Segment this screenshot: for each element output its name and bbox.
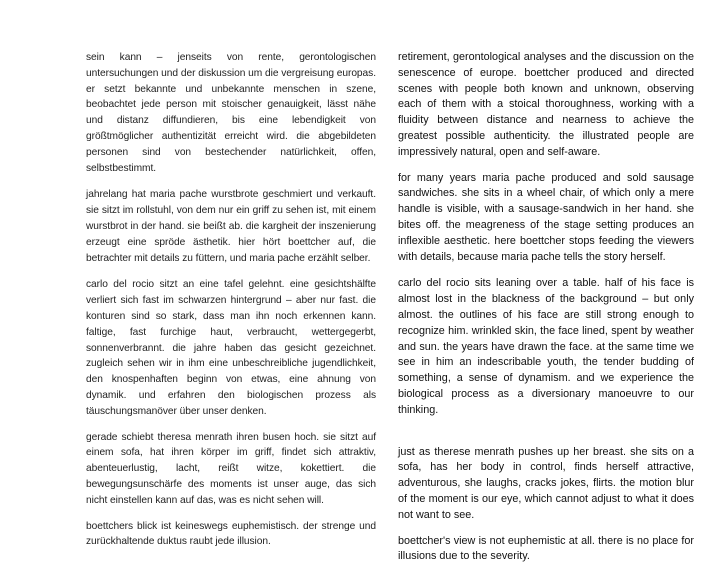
german-text-column [86, 50, 376, 550]
german-paragraph: boettchers blick ist keineswegs euphemistisch. der strenge und zurückhaltende duktus raubt jede illusion. [86, 520, 376, 548]
english-text-column [398, 50, 694, 565]
english-paragraph: carlo del rocio sits leaning over a table. half of his face is almost lost in the blackness of the background – but only almost. the outlines of his face are still strong enough to recognize him. wrinkled skin, the face lined, spent by weather and sun. the years have drawn the face. at the same time we see in him an indescribable youth, the tender budding of something, a sense of dynamism. and we experience the biological process as a diversionary manoeuvre to our thinking. [398, 277, 694, 416]
german-paragraph: sein kann – jenseits von rente, gerontologischen untersuchungen und der diskussion um die vergreisung europas. er setzt bekannte und unbekannte menschen in szene, beobachtet jede person mit stoischer genauigkeit, lässt nähe und distanz diffundieren, bis eine lebendigkeit von größtmöglicher authentizität erreicht wird. die abgebildeten personen sind von bestechender natürlichkeit, offen, selbstbestimmt. [86, 52, 376, 174]
english-paragraph: boettcher's view is not euphemistic at all. there is no place for illusions due to the severity. [398, 534, 694, 563]
english-paragraph: for many years maria pache produced and sold sausage sandwiches. she sits in a wheel chair, of which only a mere handle is visible, with a sausage-sandwich in her hand. she bites off. the meagreness of the stage setting produces an inflexible aesthetic. here boettcher stops feeding the viewers with details, because maria pache tells the story herself. [398, 171, 694, 263]
english-paragraph: retirement, gerontological analyses and the discussion on the senescence of europe. boettcher produced and directed scenes with people both known and unknown, observing each of them with a stoical thoroughness, working with a fluidity between distance and nearness to achieve the greatest possible authenticity. the illustrated people are impressively natural, open and self-aware. [398, 51, 694, 158]
english-paragraph: just as therese menrath pushes up her breast. she sits on a sofa, has her body in control, finds herself attractive, adventurous, she laughs, cracks jokes, flirts. the motion blur of the moment is our eye, which cannot adjust to what it does not want to see. [398, 445, 694, 521]
german-paragraph: jahrelang hat maria pache wurstbrote geschmiert und verkauft. sie sitzt im rollstuhl, von dem nur ein griff zu sehen ist, mit einem wurstbrot in der hand. sie beißt ab. die kargheit der inszenierung erzeugt eine spröde ästhetik. hier hört boettcher auf, die betrachter mit details zu füttern, und maria pache erzählt selber. [86, 189, 376, 264]
german-paragraph: carlo del rocio sitzt an eine tafel gelehnt. eine gesichtshälfte verliert sich fast im schwarzen hintergrund – aber nur fast. die konturen sind so stark, dass man ihn noch erkennen kann. faltige, fast furchige haut, verbraucht, wettergegerbt, sonnenverbrannt. die jahre haben das gesicht gezeichnet. zugleich sehen wir in ihm eine unbeschreibliche jugendlichkeit, den knospenhaften beginn von etwas, eine ahnung von dynamik. und erfahren den biologischen prozess als täuschungsmanöver über unser denken. [86, 279, 376, 417]
german-paragraph: gerade schiebt theresa menrath ihren busen hoch. sie sitzt auf einem sofa, hat ihren körper im griff, findet sich attraktiv, abenteuerlustig, lacht, reißt witze, kokettiert. die bewegungsunschärfe des moments ist unser auge, das sich nicht einstellen kann auf das, was es nicht sehen will. [86, 431, 376, 506]
